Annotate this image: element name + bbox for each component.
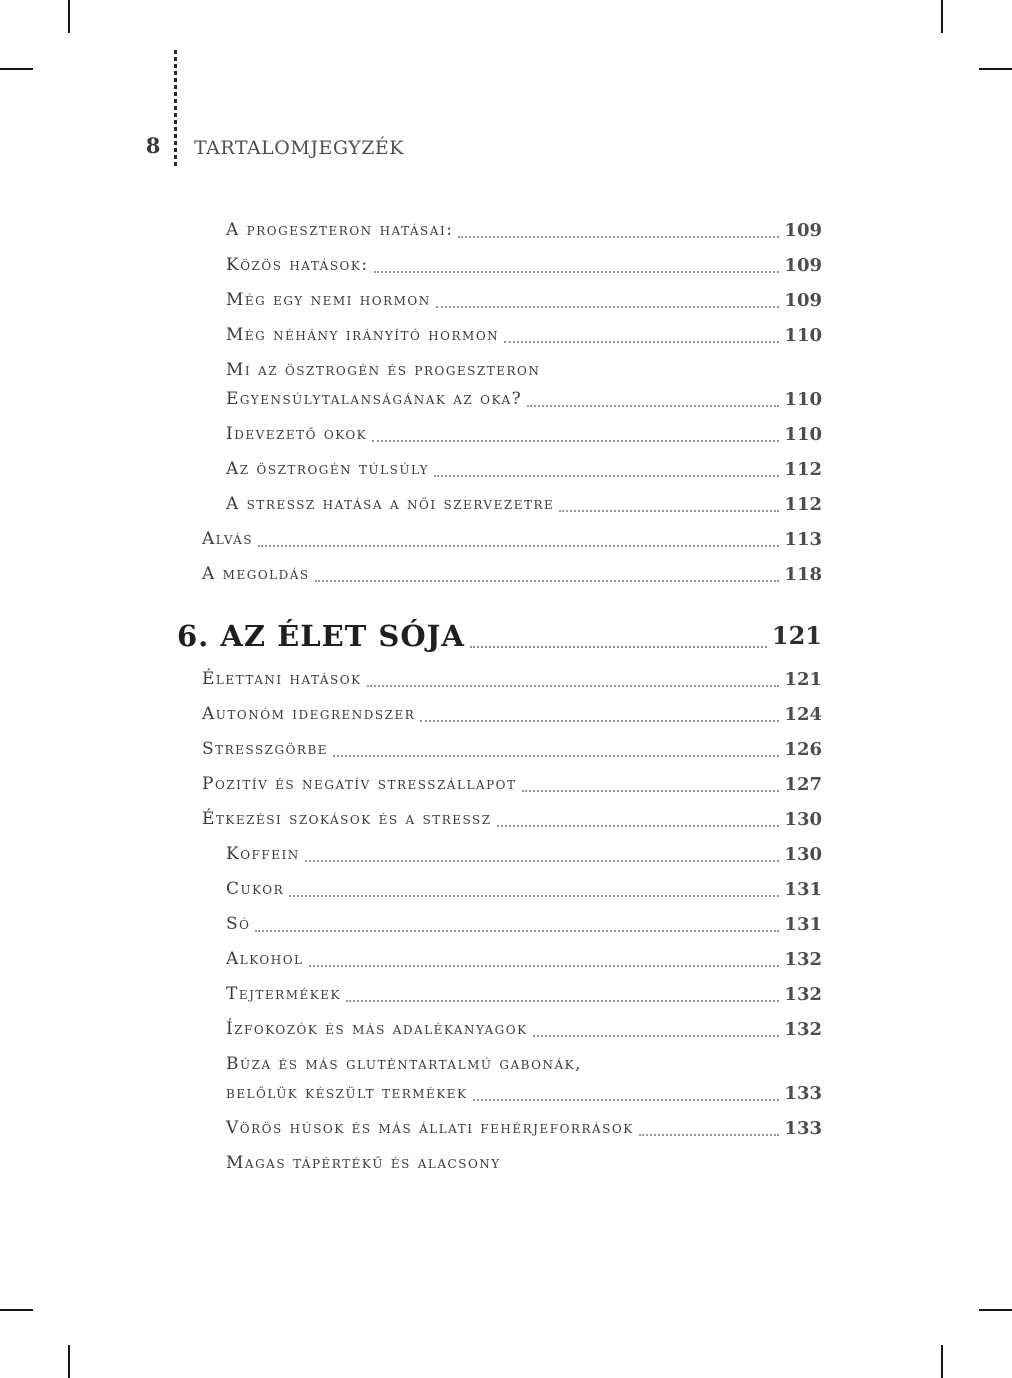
toc-entry [226,840,822,869]
toc-entry-page: 132 [784,1019,822,1040]
toc-entry [226,1015,822,1044]
toc-entry [202,665,822,694]
toc-entry [226,420,822,449]
toc-entry-page: 124 [784,704,822,725]
toc-entry-page: 126 [784,739,822,760]
toc-entry-title: Még egy nemi hormon [226,290,431,310]
toc-entry-page: 112 [784,494,822,515]
toc-entry [226,1114,822,1143]
toc-entry [202,770,822,799]
toc-entry-title: Só [226,914,251,934]
toc-entry-title: Alvás [202,529,254,549]
toc-entry-title: Koffein [226,844,300,864]
toc-entry-page: 127 [784,774,822,795]
toc-entry-title-line1: Búza és más gluténtartalmú gabonák, [226,1054,583,1074]
toc-entry-page: 113 [784,529,822,550]
crop-mark-bottom-left-horizontal [0,1309,33,1311]
toc-entry-title: A stressz hatása a női szervezetre [226,494,555,514]
crop-mark-bottom-right-horizontal [979,1309,1012,1311]
crop-mark-top-left-vertical [68,0,70,33]
toc-entry-page: 133 [784,1118,822,1139]
toc-entry-page: 110 [784,325,822,346]
crop-mark-bottom-right-vertical [941,1345,943,1378]
dot-leader [374,271,780,273]
toc-entry-title: Autonóm idegrendszer [202,704,416,724]
dot-leader [315,580,780,582]
dot-leader [436,306,780,308]
toc-entry [226,321,822,350]
dot-leader [367,685,780,687]
toc-entry-page: 121 [784,669,822,690]
toc-chapter-title: 6. AZ ÉLET SÓJA [177,619,465,653]
toc-entry [202,525,822,554]
page-number: 8 [145,133,161,158]
toc-entry [226,945,822,974]
crop-mark-top-left-horizontal [0,68,33,70]
dot-leader [305,860,780,862]
table-of-contents [177,216,822,1184]
toc-entry-title: Pozitív és negatív stresszállapot [202,774,517,794]
dot-leader [333,755,779,757]
toc-entry-page: 109 [784,290,822,311]
toc-entry-title: Magas tápértékű és alacsony [226,1153,501,1173]
crop-mark-top-right-horizontal [979,68,1012,70]
dot-leader [420,720,779,722]
dot-leader [255,930,779,932]
crop-mark-bottom-left-vertical [68,1345,70,1378]
dot-leader [372,440,779,442]
toc-entry [226,216,822,245]
toc-entry [226,1149,822,1178]
toc-entry [202,735,822,764]
toc-entry-page: 133 [784,1083,822,1104]
dot-leader [258,545,779,547]
toc-entry [202,805,822,834]
toc-entry-page: 112 [784,459,822,480]
toc-entry-page: 132 [784,984,822,1005]
toc-entry-title: Vörös húsok és más állati fehérjeforrások [226,1118,634,1138]
toc-entry-page: 110 [784,389,822,410]
toc-entry-page: 109 [784,255,822,276]
toc-entry-title: Cukor [226,879,285,899]
dot-leader [458,236,779,238]
toc-entry [226,251,822,280]
toc-entry-title: Idevezető okok [226,424,368,444]
dot-leader [473,1099,780,1101]
toc-entry-page: 130 [784,844,822,865]
crop-mark-top-right-vertical [941,0,943,33]
toc-entry-title: Alkohol [226,949,304,969]
dot-leader [527,405,779,407]
toc-chapter-page: 121 [771,621,822,650]
dot-leader [559,510,779,512]
toc-entry-title-line1: Mi az ösztrogén és progeszteron [226,360,541,380]
toc-entry-page: 109 [784,220,822,241]
dot-leader [497,825,780,827]
toc-entry [226,875,822,904]
dot-leader [309,965,780,967]
dot-leader [434,475,779,477]
toc-entry [202,560,822,589]
dot-leader [639,1134,780,1136]
toc-entry-page: 131 [784,879,822,900]
toc-entry [226,490,822,519]
toc-entry-title-line2: Egyensúlytalanságának az oka? [226,389,523,409]
toc-entry-page: 118 [784,564,822,585]
toc-entry-page: 110 [784,424,822,445]
toc-entry-title: Közös hatások: [226,255,369,275]
toc-entry-page: 131 [784,914,822,935]
toc-entry-title: Tejtermékek [226,984,341,1004]
dot-leader [504,341,779,343]
header-dashed-rule [174,50,177,166]
toc-entry-title: Ízfokozók és más adalékanyagok [226,1019,528,1039]
toc-entry [226,980,822,1009]
toc-entry-title: Étkezési szokások és a stressz [202,809,492,829]
toc-entry-title: Még néhány irányító hormon [226,325,500,345]
toc-entry-title-line2: belőlük készült termékek [226,1083,468,1103]
toc-entry [226,356,822,414]
toc-entry-title: A megoldás [202,564,310,584]
toc-entry-page: 132 [784,949,822,970]
toc-entry-title: Az ösztrogén túlsúly [226,459,430,479]
dot-leader [289,895,779,897]
toc-entry [202,700,822,729]
toc-entry [226,1050,822,1108]
dot-leader [470,646,767,648]
toc-entry [226,455,822,484]
toc-entry [226,910,822,939]
toc-entry [226,286,822,315]
dot-leader [522,790,780,792]
running-title: TARTALOMJEGYZÉK [194,137,404,159]
dot-leader [533,1035,780,1037]
toc-chapter [177,613,822,659]
toc-entry-title: A progeszteron hatásai: [226,220,454,240]
toc-entry-title: Stresszgörbe [202,739,329,759]
toc-entry-page: 130 [784,809,822,830]
toc-entry-title: Élettani hatások [202,669,362,689]
dot-leader [346,1000,779,1002]
